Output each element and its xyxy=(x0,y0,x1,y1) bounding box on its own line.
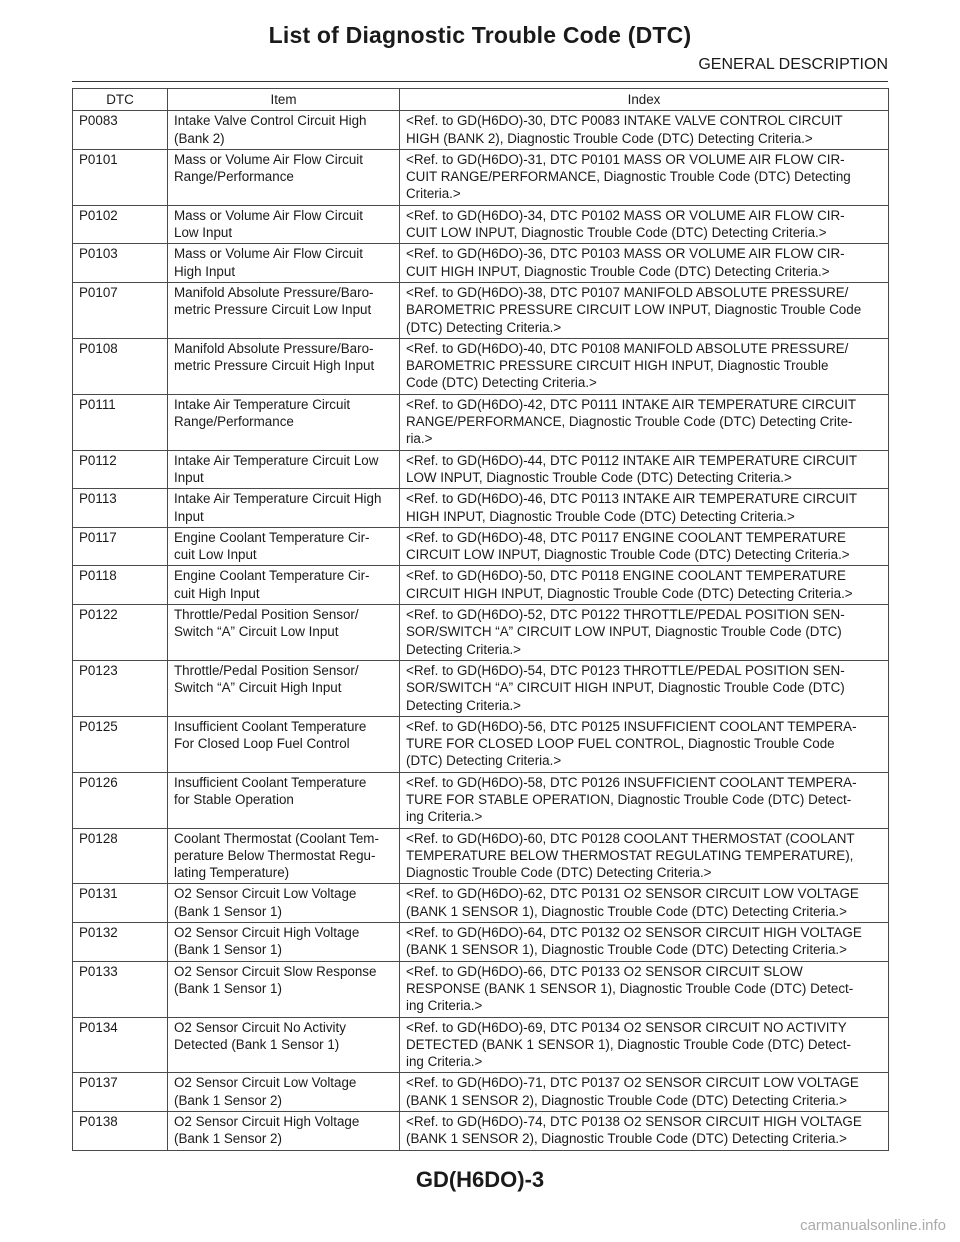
dtc-item-cell: Manifold Absolute Pressure/Baro- metric Pressure Circuit Low Input xyxy=(168,282,400,338)
dtc-code-cell: P0133 xyxy=(73,961,168,1017)
dtc-code-cell: P0108 xyxy=(73,338,168,394)
watermark: carmanualsonline.info xyxy=(800,1217,946,1234)
dtc-index-cell: <Ref. to GD(H6DO)-60, DTC P0128 COOLANT THERMOSTAT (COOLANT TEMPERATURE BELOW THERMOSTAT REGULATING TEMPERATURE), Diagnostic Trouble Code (DTC) Detecting Criteria.> xyxy=(400,828,889,884)
dtc-item-cell: Engine Coolant Temperature Cir- cuit High Input xyxy=(168,566,400,605)
dtc-code-cell: P0103 xyxy=(73,244,168,283)
dtc-item-cell: O2 Sensor Circuit Low Voltage (Bank 1 Sensor 2) xyxy=(168,1073,400,1112)
table-row xyxy=(73,394,889,450)
dtc-item-cell: O2 Sensor Circuit Slow Response (Bank 1 Sensor 1) xyxy=(168,961,400,1017)
table-row xyxy=(73,244,889,283)
column-header-index: Index xyxy=(400,89,889,111)
dtc-code-cell: P0137 xyxy=(73,1073,168,1112)
dtc-code-cell: P0117 xyxy=(73,527,168,566)
table-row xyxy=(73,282,889,338)
dtc-item-cell: Manifold Absolute Pressure/Baro- metric Pressure Circuit High Input xyxy=(168,338,400,394)
dtc-index-cell: <Ref. to GD(H6DO)-69, DTC P0134 O2 SENSOR CIRCUIT NO ACTIVITY DETECTED (BANK 1 SENSOR 1), Diagnostic Trouble Code (DTC) Detect- ing Criteria.> xyxy=(400,1017,889,1073)
dtc-index-cell: <Ref. to GD(H6DO)-38, DTC P0107 MANIFOLD ABSOLUTE PRESSURE/ BAROMETRIC PRESSURE CIRCUIT LOW INPUT, Diagnostic Trouble Code (DTC) Detecting Criteria.> xyxy=(400,282,889,338)
dtc-index-cell: <Ref. to GD(H6DO)-30, DTC P0083 INTAKE VALVE CONTROL CIRCUIT HIGH (BANK 2), Diagnostic Trouble Code (DTC) Detecting Criteria.> xyxy=(400,111,889,150)
table-row xyxy=(73,1017,889,1073)
dtc-index-cell: <Ref. to GD(H6DO)-48, DTC P0117 ENGINE COOLANT TEMPERATURE CIRCUIT LOW INPUT, Diagnostic Trouble Code (DTC) Detecting Criteria.> xyxy=(400,527,889,566)
table-row xyxy=(73,961,889,1017)
dtc-index-cell: <Ref. to GD(H6DO)-58, DTC P0126 INSUFFICIENT COOLANT TEMPERA- TURE FOR STABLE OPERATION, Diagnostic Trouble Code (DTC) Detect- ing Criteria.> xyxy=(400,772,889,828)
dtc-index-cell: <Ref. to GD(H6DO)-54, DTC P0123 THROTTLE/PEDAL POSITION SEN- SOR/SWITCH “A” CIRCUIT HIGH INPUT, Diagnostic Trouble Code (DTC) Detecting Criteria.> xyxy=(400,660,889,716)
table-row xyxy=(73,660,889,716)
column-header-item: Item xyxy=(168,89,400,111)
dtc-item-cell: O2 Sensor Circuit No Activity Detected (Bank 1 Sensor 1) xyxy=(168,1017,400,1073)
dtc-code-cell: P0111 xyxy=(73,394,168,450)
table-row xyxy=(73,716,889,772)
dtc-code-cell: P0101 xyxy=(73,149,168,205)
dtc-index-cell: <Ref. to GD(H6DO)-66, DTC P0133 O2 SENSOR CIRCUIT SLOW RESPONSE (BANK 1 SENSOR 1), Diagnostic Trouble Code (DTC) Detect- ing Criteria.> xyxy=(400,961,889,1017)
dtc-code-cell: P0112 xyxy=(73,450,168,489)
dtc-code-cell: P0131 xyxy=(73,884,168,923)
dtc-index-cell: <Ref. to GD(H6DO)-42, DTC P0111 INTAKE AIR TEMPERATURE CIRCUIT RANGE/PERFORMANCE, Diagnostic Trouble Code (DTC) Detecting Crite- ria.> xyxy=(400,394,889,450)
dtc-index-cell: <Ref. to GD(H6DO)-52, DTC P0122 THROTTLE/PEDAL POSITION SEN- SOR/SWITCH “A” CIRCUIT LOW INPUT, Diagnostic Trouble Code (DTC) Detecting Criteria.> xyxy=(400,605,889,661)
dtc-index-cell: <Ref. to GD(H6DO)-31, DTC P0101 MASS OR VOLUME AIR FLOW CIR- CUIT RANGE/PERFORMANCE, Diagnostic Trouble Code (DTC) Detecting Criteria.> xyxy=(400,149,889,205)
dtc-code-cell: P0102 xyxy=(73,205,168,244)
dtc-item-cell: Insufficient Coolant Temperature for Stable Operation xyxy=(168,772,400,828)
dtc-item-cell: Intake Air Temperature Circuit High Input xyxy=(168,489,400,528)
table-row xyxy=(73,772,889,828)
table-row xyxy=(73,1073,889,1112)
dtc-item-cell: Mass or Volume Air Flow Circuit Low Input xyxy=(168,205,400,244)
dtc-item-cell: Mass or Volume Air Flow Circuit Range/Performance xyxy=(168,149,400,205)
table-row xyxy=(73,828,889,884)
dtc-item-cell: Insufficient Coolant Temperature For Closed Loop Fuel Control xyxy=(168,716,400,772)
table-row xyxy=(73,605,889,661)
dtc-code-cell: P0132 xyxy=(73,923,168,962)
dtc-item-cell: Intake Valve Control Circuit High (Bank 2) xyxy=(168,111,400,150)
dtc-code-cell: P0083 xyxy=(73,111,168,150)
table-row xyxy=(73,450,889,489)
dtc-index-cell: <Ref. to GD(H6DO)-64, DTC P0132 O2 SENSOR CIRCUIT HIGH VOLTAGE (BANK 1 SENSOR 1), Diagnostic Trouble Code (DTC) Detecting Criteria.> xyxy=(400,923,889,962)
dtc-code-cell: P0125 xyxy=(73,716,168,772)
dtc-code-cell: P0113 xyxy=(73,489,168,528)
table-row xyxy=(73,923,889,962)
dtc-item-cell: O2 Sensor Circuit High Voltage (Bank 1 Sensor 1) xyxy=(168,923,400,962)
dtc-index-cell: <Ref. to GD(H6DO)-62, DTC P0131 O2 SENSOR CIRCUIT LOW VOLTAGE (BANK 1 SENSOR 1), Diagnostic Trouble Code (DTC) Detecting Criteria.> xyxy=(400,884,889,923)
section-heading: GENERAL DESCRIPTION xyxy=(698,56,888,73)
table-row xyxy=(73,1112,889,1151)
dtc-index-cell: <Ref. to GD(H6DO)-74, DTC P0138 O2 SENSOR CIRCUIT HIGH VOLTAGE (BANK 1 SENSOR 2), Diagnostic Trouble Code (DTC) Detecting Criteria.> xyxy=(400,1112,889,1151)
dtc-code-cell: P0118 xyxy=(73,566,168,605)
dtc-index-cell: <Ref. to GD(H6DO)-56, DTC P0125 INSUFFICIENT COOLANT TEMPERA- TURE FOR CLOSED LOOP FUEL CONTROL, Diagnostic Trouble Code (DTC) Detecting Criteria.> xyxy=(400,716,889,772)
table-body xyxy=(73,111,889,1150)
dtc-item-cell: Intake Air Temperature Circuit Range/Performance xyxy=(168,394,400,450)
dtc-code-cell: P0138 xyxy=(73,1112,168,1151)
dtc-item-cell: Throttle/Pedal Position Sensor/ Switch “A” Circuit Low Input xyxy=(168,605,400,661)
dtc-item-cell: Intake Air Temperature Circuit Low Input xyxy=(168,450,400,489)
column-header-dtc: DTC xyxy=(73,89,168,111)
dtc-code-cell: P0123 xyxy=(73,660,168,716)
dtc-index-cell: <Ref. to GD(H6DO)-71, DTC P0137 O2 SENSOR CIRCUIT LOW VOLTAGE (BANK 1 SENSOR 2), Diagnostic Trouble Code (DTC) Detecting Criteria.> xyxy=(400,1073,889,1112)
page-footer-code: GD(H6DO)-3 xyxy=(415,1167,545,1192)
dtc-index-cell: <Ref. to GD(H6DO)-40, DTC P0108 MANIFOLD ABSOLUTE PRESSURE/ BAROMETRIC PRESSURE CIRCUIT HIGH INPUT, Diagnostic Trouble Code (DTC) Detecting Criteria.> xyxy=(400,338,889,394)
dtc-code-cell: P0128 xyxy=(73,828,168,884)
dtc-index-cell: <Ref. to GD(H6DO)-36, DTC P0103 MASS OR VOLUME AIR FLOW CIR- CUIT HIGH INPUT, Diagnostic Trouble Code (DTC) Detecting Criteria.> xyxy=(400,244,889,283)
dtc-index-cell: <Ref. to GD(H6DO)-44, DTC P0112 INTAKE AIR TEMPERATURE CIRCUIT LOW INPUT, Diagnostic Trouble Code (DTC) Detecting Criteria.> xyxy=(400,450,889,489)
dtc-index-cell: <Ref. to GD(H6DO)-46, DTC P0113 INTAKE AIR TEMPERATURE CIRCUIT HIGH INPUT, Diagnostic Trouble Code (DTC) Detecting Criteria.> xyxy=(400,489,889,528)
dtc-table xyxy=(72,88,889,1151)
table-row xyxy=(73,527,889,566)
dtc-code-cell: P0126 xyxy=(73,772,168,828)
header-rule xyxy=(72,81,888,82)
table-row xyxy=(73,566,889,605)
dtc-code-cell: P0134 xyxy=(73,1017,168,1073)
dtc-code-cell: P0122 xyxy=(73,605,168,661)
table-row xyxy=(73,338,889,394)
dtc-code-cell: P0107 xyxy=(73,282,168,338)
table-header-row xyxy=(73,89,889,111)
table-row xyxy=(73,111,889,150)
dtc-index-cell: <Ref. to GD(H6DO)-34, DTC P0102 MASS OR VOLUME AIR FLOW CIR- CUIT LOW INPUT, Diagnostic Trouble Code (DTC) Detecting Criteria.> xyxy=(400,205,889,244)
dtc-item-cell: Throttle/Pedal Position Sensor/ Switch “A” Circuit High Input xyxy=(168,660,400,716)
table-row xyxy=(73,884,889,923)
dtc-index-cell: <Ref. to GD(H6DO)-50, DTC P0118 ENGINE COOLANT TEMPERATURE CIRCUIT HIGH INPUT, Diagnostic Trouble Code (DTC) Detecting Criteria.> xyxy=(400,566,889,605)
table-row xyxy=(73,489,889,528)
dtc-item-cell: Mass or Volume Air Flow Circuit High Input xyxy=(168,244,400,283)
dtc-item-cell: Coolant Thermostat (Coolant Tem- perature Below Thermostat Regu- lating Temperature) xyxy=(168,828,400,884)
table-row xyxy=(73,149,889,205)
dtc-item-cell: Engine Coolant Temperature Cir- cuit Low Input xyxy=(168,527,400,566)
dtc-item-cell: O2 Sensor Circuit High Voltage (Bank 1 Sensor 2) xyxy=(168,1112,400,1151)
dtc-item-cell: O2 Sensor Circuit Low Voltage (Bank 1 Sensor 1) xyxy=(168,884,400,923)
page-title: List of Diagnostic Trouble Code (DTC) xyxy=(268,22,692,48)
table-row xyxy=(73,205,889,244)
